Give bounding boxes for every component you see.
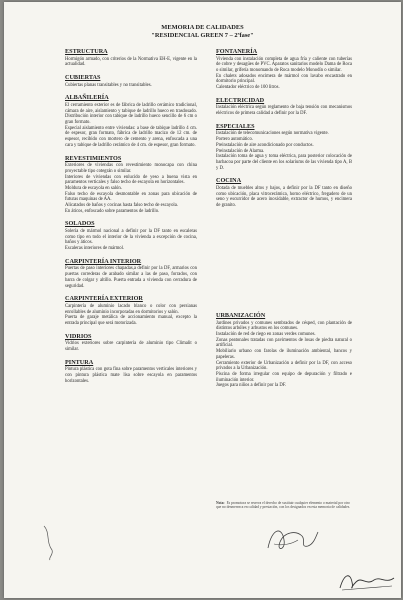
paragraph: Instalación toma de agua y toma eléctrica, para posterior colocación de barbacoa por parte del cliente en los solariums de las vivienda tipo A, B y D. bbox=[216, 154, 352, 171]
paragraph: Vidrios exteriores sobre carpintería de aluminio tipo Climalit o similar. bbox=[65, 341, 197, 352]
signature-icon bbox=[336, 568, 396, 594]
section-title: CUBIERTAS bbox=[65, 74, 101, 81]
section-body bbox=[65, 57, 197, 68]
paragraph: El cerramiento exterior es de fábrica de ladrillo cerámico tradicional, cámara de aire, aislamiento y tabique de ladrillo hueco en trasdosado. Distribución interior con tabique de ladrillo hueco sencillo de 6 cm o gran formato. bbox=[65, 102, 197, 125]
footer-note bbox=[216, 501, 352, 510]
section-left_sections-5 bbox=[65, 258, 197, 289]
paragraph: En áticos, enfoscado sobre paramentos de ladrillo. bbox=[65, 208, 160, 214]
left-column bbox=[65, 48, 197, 390]
right-column bbox=[216, 48, 352, 215]
margin-mark-icon bbox=[40, 522, 60, 562]
paragraph: Vivienda con instalación completa de agua fría y caliente con tuberías de cobre y desagües de PVC. Aparatos sanitarios modelo Dama de Roca o similar, grifería monomando de Roca modelo Monodín o similar. bbox=[216, 56, 352, 73]
paragraph: Moldura de escayola en salón. bbox=[65, 185, 122, 191]
paragraph: Cerramiento exterior de Urbanización a definir por la DF, con acceso privados a la Urbanización. bbox=[216, 360, 352, 372]
paragraph: Jardines privados y comunes sembrados de césped, con plantación de distintos arbóles y arbustos en los comunes. bbox=[216, 320, 352, 332]
paragraph: En chalets adosados encimera de mármol con lavabo encastrado en dormitorio principal. bbox=[216, 73, 352, 85]
document-title bbox=[4, 24, 401, 41]
section-left_sections-6 bbox=[65, 295, 197, 326]
paragraph: Interiores de viviendas con enlucido de yeso a buena vista en paramentos verticales y falso techo de escayola en horizontales. bbox=[65, 174, 197, 186]
section-right_sections-1 bbox=[216, 97, 352, 117]
paragraph: Mobiliario urbano con farolas de iluminación ambiental, bancos y papeleras. bbox=[216, 349, 352, 360]
section-body bbox=[65, 83, 197, 89]
paragraph: Juegos para niños a definir por la DF. bbox=[216, 383, 287, 389]
section-body bbox=[216, 186, 352, 209]
paragraph: Alicatados de baños y cocinas hasta falso techo de escayola. bbox=[65, 203, 178, 209]
section-title: SOLADOS bbox=[65, 220, 95, 228]
section-body bbox=[65, 367, 197, 384]
paragraph: Especial aislamiento entre viviendas: a base de tabique ladrillo 4 cm. de espesor, gran formato, fábrica de ladrillo macizo de 12 cm. de espesor, recibido con mortero de cemento y arena, enfoscada a una cara y tabique de ladrillo cerámico de 4 cm. de espesor, gran formato. bbox=[65, 125, 197, 148]
paragraph: Hormigón armado, con criterios de la Normativa EH-E, vigente en la actualidad. bbox=[65, 56, 197, 68]
paragraph: Instalación eléctrica según reglamento de baja tensión con mecanismos eléctricos de primera calidad a definir por la DF. bbox=[216, 105, 352, 117]
paragraph: Carpintería de aluminio lacado blanco o color con persianas enrollables de aluminio incorporadas en dormitorios y salón. bbox=[65, 303, 197, 315]
title-line-2: "RESIDENCIAL GREEN 7 – 2ªfase" bbox=[151, 32, 254, 40]
paragraph: Falso techo de escayola desmontable en zonas para ubicación de futuras maquinas de AA. bbox=[65, 191, 197, 203]
section-title: ALBAÑILERÍA bbox=[65, 94, 109, 102]
section-left_sections-4 bbox=[65, 220, 197, 251]
section-body bbox=[216, 57, 352, 91]
paragraph: Pintura plástica con gota fina sobre paramentos verticales interiores y con pintura plástica mate lisa sobre escayola en paramentos horizontales. bbox=[65, 367, 197, 384]
note-text: Es promotora se reserva el derecho de sustituir cualquier elemento o material por otro que no desmerezca en calidad y prestación, con los designados en esta memoria de calidades. bbox=[216, 501, 351, 510]
paragraph: Puertas de paso interiores chapadas,a definir por la DF, armarios con puertas correderas de arabado similar a las de paso, forrados, con barra de colgar y altillo. Puerta entrada a vivienda con cerradura de seguridad. bbox=[65, 266, 197, 289]
paragraph: Piscina de forma irregular con equipo de depuración y filtrado e iluminación interior. bbox=[216, 371, 352, 383]
section-left_sections-8 bbox=[65, 359, 197, 385]
section-title: FONTANERÍA bbox=[216, 48, 258, 55]
section-body bbox=[65, 341, 197, 352]
paragraph: Zonas peatonales tratadas con pavimentos de losas de piedra natural o artificial. bbox=[216, 337, 352, 349]
paragraph: Escaleras interiores de mármol. bbox=[65, 246, 125, 252]
document-page bbox=[4, 2, 401, 598]
section-right_sections-3 bbox=[216, 177, 352, 208]
section-title: REVESTIMIENTOS bbox=[65, 154, 122, 162]
title-line-1: MEMORIA DE CALIDADES bbox=[161, 24, 244, 31]
section-left_sections-1 bbox=[65, 74, 197, 88]
paragraph: Instalación de red de riego en zonas verdes comunes. bbox=[216, 332, 316, 337]
section-right_sections-0 bbox=[216, 48, 352, 91]
section-left_sections-0 bbox=[65, 48, 197, 68]
section-body bbox=[216, 105, 352, 116]
paragraph: Solería de mármol nacional a definir por la DF tanto en escaleras como tipo en todo el interior de la vivienda a excepción de cocina, baños y áticos. bbox=[65, 229, 197, 246]
paragraph: Exteriores de viviendas con revestimiento monocapa con china proyectable tipo cotegrán o similar. bbox=[65, 163, 197, 174]
section-title: CARPINTERÍA INTERIOR bbox=[65, 257, 142, 265]
paragraph: Preinstalación de Alarma. bbox=[216, 148, 265, 154]
section-body bbox=[65, 103, 197, 149]
section-body bbox=[216, 321, 352, 389]
section-title: PINTURA bbox=[65, 358, 94, 366]
paragraph: Instalación de telecomunicaciones según normativa vigente. bbox=[216, 131, 329, 137]
section-left_sections-7 bbox=[65, 333, 197, 353]
paragraph: Preinstalación de aire acondicionado por conductos. bbox=[216, 142, 314, 148]
paragraph: Cubiertas planas transitables y no transitables. bbox=[65, 82, 152, 88]
section-body bbox=[216, 131, 352, 171]
section-left_sections-2 bbox=[65, 94, 197, 148]
section-right_sections-2 bbox=[216, 123, 352, 172]
section-title: URBANIZACIÓN bbox=[216, 312, 266, 319]
section-body bbox=[65, 304, 197, 327]
paragraph: Calentador eléctrico de 100 litros. bbox=[216, 85, 280, 91]
paragraph: Puerta de garaje metálica de accionamiento manual, excepto la entrada principal que será motorizada. bbox=[65, 315, 197, 326]
signature-initial-icon bbox=[262, 522, 322, 556]
section-body bbox=[65, 163, 197, 214]
urbanization-section bbox=[216, 312, 352, 395]
section-body bbox=[65, 229, 197, 252]
section-title: ELECTRICIDAD bbox=[216, 96, 265, 104]
section-title: VIDRIOS bbox=[65, 332, 92, 340]
paragraph: Portero automático. bbox=[216, 137, 253, 143]
section-title: CARPINTERÍA EXTERIOR bbox=[65, 295, 143, 303]
paragraph: Dotada de muebles altos y bajos, a definir por la DF tanto en diseño como ubicación, placa vitrocerámica, horno eléctrico, fregadero de un seno y escurridor de acero inoxidable, extractor de humos, y encimera de granito. bbox=[216, 185, 352, 209]
section-left_sections-3 bbox=[65, 155, 197, 215]
section-title: ESPECIALES bbox=[216, 122, 255, 130]
note-label: Nota: bbox=[216, 501, 225, 505]
section-title: COCINA bbox=[216, 177, 242, 185]
section-title: ESTRUCTURA bbox=[65, 48, 108, 55]
section-body bbox=[65, 266, 197, 289]
